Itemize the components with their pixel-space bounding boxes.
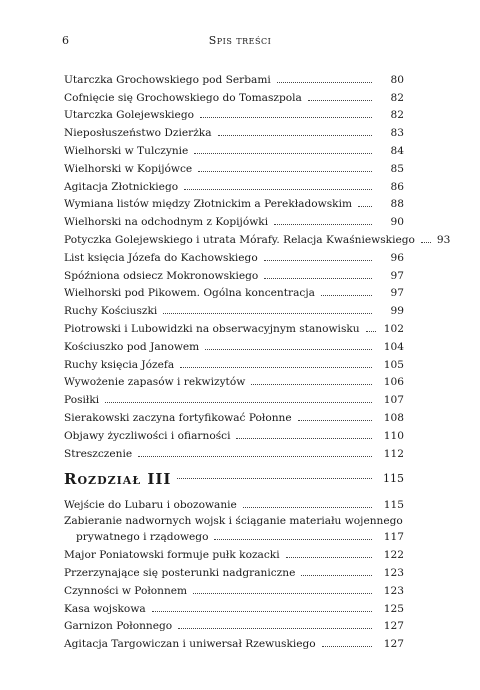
toc-page-number: 97 bbox=[390, 269, 404, 282]
toc-entry bbox=[64, 210, 404, 228]
toc-entry-title: Czynności w Połonnem bbox=[64, 584, 188, 597]
dot-leader bbox=[308, 100, 372, 101]
toc-entry-title: Wejście do Lubaru i obozowanie bbox=[64, 499, 237, 512]
toc-page-number: 88 bbox=[390, 198, 404, 211]
toc-entry-title: Utarczka Grochowskiego pod Serbami bbox=[64, 73, 271, 86]
dot-leader bbox=[218, 135, 372, 136]
dot-leader bbox=[243, 507, 372, 508]
dot-leader bbox=[321, 295, 372, 296]
toc-entry bbox=[64, 597, 404, 615]
toc-entry-title: Wywożenie zapasów i rekwizytów bbox=[64, 376, 246, 389]
toc-page-number: 115 bbox=[383, 499, 404, 512]
toc-entry-title: Agitacja Złotnickiego bbox=[64, 180, 179, 193]
toc-entry-title: Zabieranie nadwornych wojsk i ściąganie materiału wojennego bbox=[64, 515, 403, 528]
toc-page-number: 83 bbox=[390, 127, 404, 140]
dot-leader bbox=[301, 575, 372, 576]
toc-entry-title: List księcia Józefa do Kachowskiego bbox=[64, 251, 258, 264]
dot-leader bbox=[214, 539, 372, 540]
toc-page-number: 93 bbox=[436, 233, 451, 246]
dot-leader bbox=[322, 646, 372, 647]
toc-entry bbox=[64, 264, 404, 282]
dot-leader bbox=[366, 331, 376, 332]
dot-leader bbox=[274, 224, 372, 225]
toc-entry-title: Major Poniatowski formuje pułk kozacki bbox=[64, 549, 280, 562]
toc-page-number: 123 bbox=[383, 566, 404, 579]
toc-entry-title: Wielhorski na odchodnym z Kopijówki bbox=[64, 216, 269, 229]
toc-page-number: 102 bbox=[383, 322, 404, 335]
dot-leader bbox=[163, 313, 372, 314]
toc-page-number: 99 bbox=[390, 305, 404, 318]
toc-entry bbox=[64, 175, 404, 193]
toc-page-number: 108 bbox=[383, 411, 404, 424]
toc-entry bbox=[64, 104, 404, 122]
toc-entry-title: Agitacja Targowiczan i uniwersał Rzewuskiego bbox=[64, 638, 316, 651]
chapter-title: Rozdział III bbox=[64, 469, 172, 488]
running-title: Spis treści bbox=[208, 34, 272, 47]
toc-entry-title: Spóźniona odsiecz Mokronowskiego bbox=[64, 269, 259, 282]
dot-leader bbox=[236, 438, 372, 439]
dot-leader bbox=[251, 384, 372, 385]
toc-page-number: 96 bbox=[390, 251, 404, 264]
dot-leader bbox=[177, 478, 372, 479]
toc-page-number: 86 bbox=[390, 180, 404, 193]
toc-page-number: 97 bbox=[390, 287, 404, 300]
toc-entry bbox=[64, 511, 404, 543]
toc-page-number: 82 bbox=[390, 91, 404, 104]
toc-entry-title: Streszczenie bbox=[64, 447, 133, 460]
toc-entry bbox=[64, 86, 404, 104]
toc-entry-title: Ruchy Kościuszki bbox=[64, 305, 158, 318]
toc-entry bbox=[64, 139, 404, 157]
chapter-heading bbox=[64, 464, 404, 494]
toc-page-number: 115 bbox=[383, 471, 404, 485]
toc-page-number: 104 bbox=[383, 340, 404, 353]
toc-page-number: 107 bbox=[383, 394, 404, 407]
dot-leader bbox=[421, 242, 431, 243]
toc-entry bbox=[64, 615, 404, 633]
dot-leader bbox=[277, 82, 372, 83]
toc-entry bbox=[64, 299, 404, 317]
toc-entry bbox=[64, 121, 404, 139]
toc-page-number: 82 bbox=[390, 109, 404, 122]
toc-entry-title: Wielhorski w Kopijówce bbox=[64, 162, 193, 175]
dot-leader bbox=[264, 278, 372, 279]
dot-leader bbox=[105, 402, 372, 403]
toc-entry bbox=[64, 388, 404, 406]
dot-leader bbox=[184, 189, 372, 190]
toc-entry bbox=[64, 561, 404, 579]
toc-page-number: 80 bbox=[390, 73, 404, 86]
dot-leader bbox=[358, 206, 372, 207]
toc-page-number: 127 bbox=[383, 620, 404, 633]
toc-page-number: 112 bbox=[383, 447, 404, 460]
dot-leader bbox=[180, 367, 372, 368]
toc-entry-title: Piotrowski i Lubowidzki na obserwacyjnym stanowisku bbox=[64, 322, 360, 335]
toc-entry bbox=[64, 353, 404, 371]
toc-entry-title: Garnizon Połonnego bbox=[64, 620, 173, 633]
page-header bbox=[62, 34, 418, 50]
toc-entry-title: Sierakowski zaczyna fortyfikować Połonne bbox=[64, 411, 292, 424]
toc-entry-title: Posiłki bbox=[64, 394, 100, 407]
dot-leader bbox=[200, 117, 372, 118]
toc-page-number: 106 bbox=[383, 376, 404, 389]
toc-entry bbox=[64, 632, 404, 650]
toc-entry-title: Wielhorski pod Pikowem. Ogólna koncentracja bbox=[64, 287, 315, 300]
toc-page-number: 127 bbox=[383, 638, 404, 651]
dot-leader bbox=[194, 153, 372, 154]
toc-page-number: 85 bbox=[390, 162, 404, 175]
toc-entry bbox=[64, 543, 404, 561]
toc-entry bbox=[64, 494, 404, 512]
toc-entry bbox=[64, 442, 404, 460]
dot-leader bbox=[205, 349, 372, 350]
toc-entry bbox=[64, 246, 404, 264]
toc-entry-title: Utarczka Golejewskiego bbox=[64, 109, 194, 122]
toc-page-number: 90 bbox=[390, 216, 404, 229]
dot-leader bbox=[152, 611, 372, 612]
toc-entry-title: Nieposłuszeństwo Dzierżka bbox=[64, 127, 212, 140]
toc-entry-title-continued: prywatnego i rządowego bbox=[76, 531, 209, 544]
toc-page-number: 110 bbox=[383, 429, 404, 442]
toc-entry-title: Objawy życzliwości i ofiarności bbox=[64, 429, 231, 442]
toc-entry bbox=[64, 406, 404, 424]
dot-leader bbox=[138, 456, 372, 457]
toc-page-number: 105 bbox=[383, 358, 404, 371]
toc-entry bbox=[64, 193, 404, 211]
page-number: 6 bbox=[62, 34, 69, 47]
toc-entry bbox=[64, 228, 451, 246]
toc-page-number: 117 bbox=[383, 531, 404, 544]
toc-entry bbox=[64, 282, 404, 300]
toc-entry bbox=[64, 424, 404, 442]
toc-page-number: 84 bbox=[390, 144, 404, 157]
dot-leader bbox=[298, 420, 372, 421]
toc-entry-title: Kasa wojskowa bbox=[64, 602, 146, 615]
toc-entry-title: Cofnięcie się Grochowskiego do Tomaszpola bbox=[64, 91, 302, 104]
toc-page-number: 123 bbox=[383, 584, 404, 597]
toc-entry-title: Potyczka Golejewskiego i utrata Mórafy. Relacja Kwaśniewskiego bbox=[64, 233, 415, 246]
toc-entry bbox=[64, 317, 404, 335]
toc-page-number: 122 bbox=[383, 549, 404, 562]
toc-entry bbox=[64, 371, 404, 389]
toc-entry-title: Przerzynające się posterunki nadgraniczne bbox=[64, 566, 296, 579]
toc-entry-title: Kościuszko pod Janowem bbox=[64, 340, 200, 353]
toc-entry bbox=[64, 68, 404, 86]
toc-entry-title: Wymiana listów między Złotnickim a Perekładowskim bbox=[64, 198, 353, 211]
dot-leader bbox=[264, 260, 372, 261]
toc-entry-title: Ruchy księcia Józefa bbox=[64, 358, 175, 371]
dot-leader bbox=[178, 628, 372, 629]
toc-entry bbox=[64, 157, 404, 175]
toc-entry bbox=[64, 335, 404, 353]
toc-entry-title: Wielhorski w Tulczynie bbox=[64, 144, 189, 157]
dot-leader bbox=[286, 557, 372, 558]
toc-entry bbox=[64, 579, 404, 597]
dot-leader bbox=[193, 593, 372, 594]
table-of-contents bbox=[64, 68, 451, 651]
dot-leader bbox=[198, 171, 372, 172]
toc-page-number: 125 bbox=[383, 602, 404, 615]
